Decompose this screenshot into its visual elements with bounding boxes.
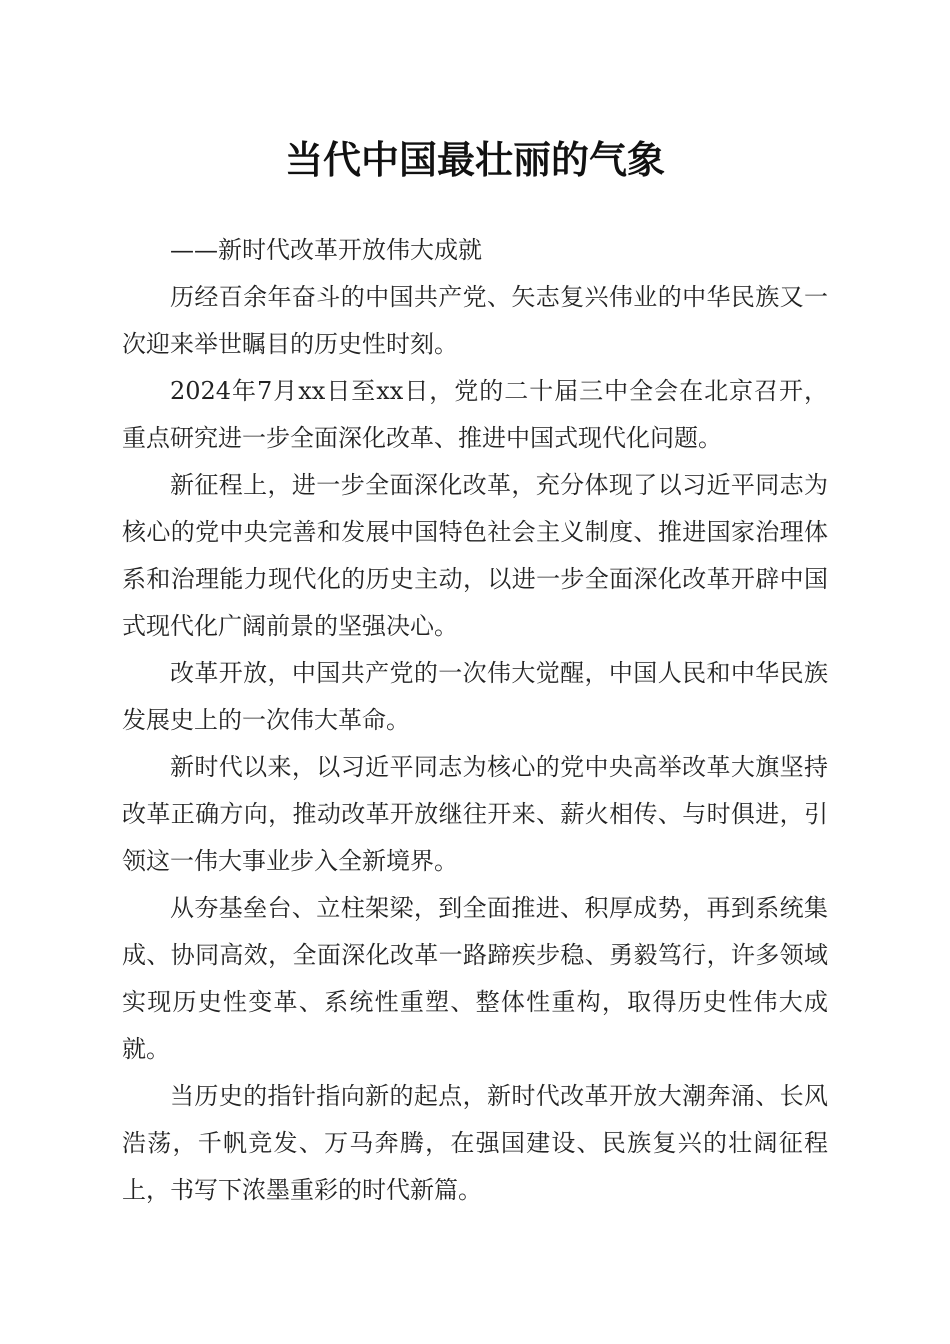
paragraph-2: 2024年7月xx日至xx日，党的二十届三中全会在北京召开，重点研究进一步全面深化改革、推进中国式现代化问题。 [122, 377, 828, 452]
subtitle: ——新时代改革开放伟大成就 [170, 236, 482, 264]
paragraph-5: 新时代以来，以习近平同志为核心的党中央高举改革大旗坚持改革正确方向，推动改革开放继往开来、薪火相传、与时俱进，引领这一伟大事业步入全新境界。 [122, 753, 828, 875]
paragraph-1: 历经百余年奋斗的中国共产党、矢志复兴伟业的中华民族又一次迎来举世瞩目的历史性时刻。 [122, 283, 828, 358]
document-body [122, 227, 828, 1214]
document-title: 当代中国最壮丽的气象 [284, 137, 665, 182]
paragraph-7: 当历史的指针指向新的起点，新时代改革开放大潮奔涌、长风浩荡，千帆竞发、万马奔腾，在强国建设、民族复兴的壮阔征程上，书写下浓墨重彩的时代新篇。 [122, 1082, 828, 1204]
paragraph-4: 改革开放，中国共产党的一次伟大觉醒，中国人民和中华民族发展史上的一次伟大革命。 [122, 659, 828, 734]
paragraph-3: 新征程上，进一步全面深化改革，充分体现了以习近平同志为核心的党中央完善和发展中国特色社会主义制度、推进国家治理体系和治理能力现代化的历史主动，以进一步全面深化改革开辟中国式现代化广阔前景的坚强决心。 [122, 471, 828, 640]
paragraph-6: 从夯基垒台、立柱架梁，到全面推进、积厚成势，再到系统集成、协同高效，全面深化改革一路蹄疾步稳、勇毅笃行，许多领域实现历史性变革、系统性重塑、整体性重构，取得历史性伟大成就。 [122, 894, 828, 1063]
